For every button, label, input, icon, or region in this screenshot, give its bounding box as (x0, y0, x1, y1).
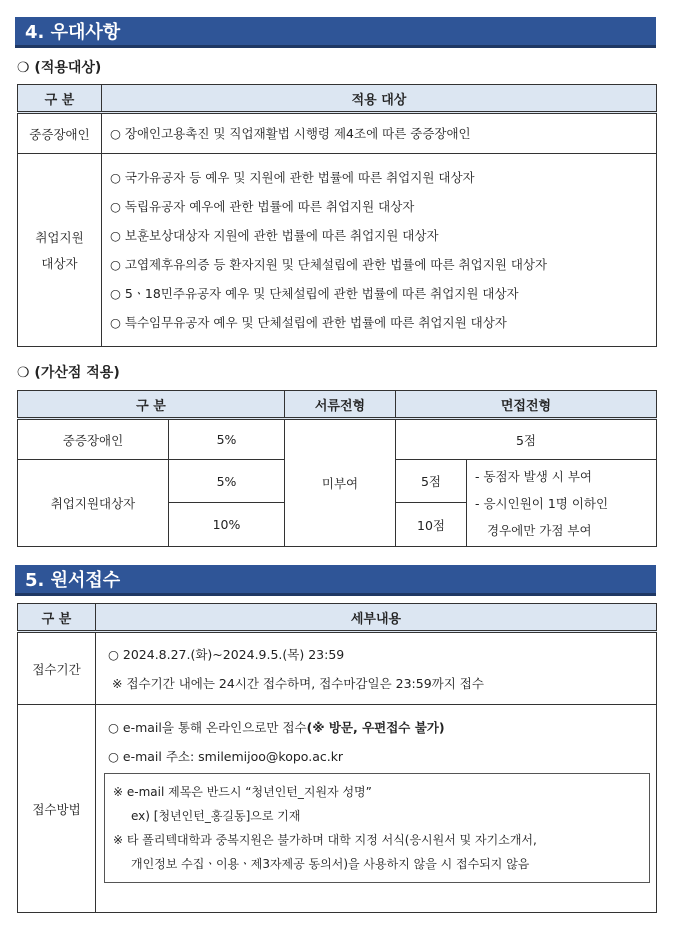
method-label: 접수방법 (18, 705, 96, 913)
col-header-category: 구 분 (18, 85, 102, 113)
support-item: ○ 특수임무유공자 예우 및 단체설립에 관한 법률에 따른 취업지원 대상자 (110, 315, 507, 330)
support-item: ○ 보훈보상대상자 지원에 관한 법률에 따른 취업지원 대상자 (110, 228, 439, 243)
doc-not-granted: 미부여 (285, 419, 396, 547)
col-header-document: 서류전형 (285, 391, 396, 419)
row-label-support (18, 154, 102, 347)
col-header-details: 세부내용 (96, 604, 657, 632)
severe-doc-pct: 5% (169, 419, 285, 460)
subheading-target: ❍ (적용대상) (17, 60, 102, 76)
support-pts-2: 10점 (396, 503, 467, 547)
support-pct-2: 10% (169, 503, 285, 547)
method-no-visit: (※ 방문, 우편접수 불가) (306, 720, 445, 735)
support-item: ○ 국가유공자 등 예우 및 지원에 관한 법률에 따른 취업지원 대상자 (110, 170, 475, 185)
bonus-note-line: - 응시인원이 1명 이하인 (475, 495, 609, 511)
section-5-title: 5. 원서접수 (15, 565, 656, 596)
support-label: 취업지원대상자 (18, 460, 169, 547)
method-online-only: ○ e-mail을 통해 온라인으로만 접수 (108, 720, 307, 735)
severe-interview-pts: 5점 (396, 419, 657, 460)
col-header-interview: 면접전형 (396, 391, 657, 419)
support-label-line2: 대상자 (41, 256, 78, 271)
support-label-line1: 취업지원 (35, 230, 84, 245)
note-line: 개인정보 수집ㆍ이용ㆍ제3자제공 동의서)을 사용하지 않을 시 접수되지 않음 (131, 857, 530, 871)
support-item: ○ 5ㆍ18민주유공자 예우 및 단체설립에 관한 법률에 따른 취업지원 대상자 (110, 286, 519, 301)
method-email: ○ e-mail 주소: smilemijoo@kopo.ac.kr (108, 749, 344, 764)
subheading-bonus: ❍ (가산점 적용) (17, 365, 120, 381)
bonus-note (467, 460, 657, 547)
bonus-note-line: - 동점자 발생 시 부여 (475, 468, 593, 484)
application-table (17, 603, 657, 913)
bonus-table (17, 390, 657, 547)
method-note-box (104, 773, 650, 883)
period-label: 접수기간 (18, 632, 96, 705)
bonus-note-line: 경우에만 가점 부여 (487, 522, 592, 538)
note-line: ex) [청년인턴_홍길동]으로 기재 (131, 809, 301, 823)
note-line: ※ e-mail 제목은 반드시 “청년인턴_지원자 성명” (113, 785, 372, 799)
col-header-target: 적용 대상 (102, 85, 657, 113)
target-table (17, 84, 657, 347)
support-item: ○ 고엽제후유의증 등 환자지원 및 단체설립에 관한 법률에 따른 취업지원 대상자 (110, 257, 548, 272)
severe-item: ○ 장애인고용촉진 및 직업재활법 시행령 제4조에 따른 중증장애인 (110, 126, 471, 141)
period-note: ※ 접수기간 내에는 24시간 접수하며, 접수마감일은 23:59까지 접수 (112, 675, 484, 691)
period-dates: ○ 2024.8.27.(화)~2024.9.5.(목) 23:59 (108, 646, 345, 662)
support-item: ○ 독립유공자 예우에 관한 법률에 따른 취업지원 대상자 (110, 199, 415, 214)
col-header-category: 구 분 (18, 604, 96, 632)
row-label-severe: 중증장애인 (18, 113, 102, 154)
section-4-title: 4. 우대사항 (15, 17, 656, 48)
method-line-1 (96, 713, 656, 742)
support-pct-1: 5% (169, 460, 285, 503)
support-pts-1: 5점 (396, 460, 467, 503)
note-line: ※ 타 폴리텍대학과 중복지원은 불가하며 대학 지정 서식(응시원서 및 자기소개서, (113, 833, 537, 847)
col-header-category: 구 분 (18, 391, 285, 419)
severe-label: 중증장애인 (18, 419, 169, 460)
